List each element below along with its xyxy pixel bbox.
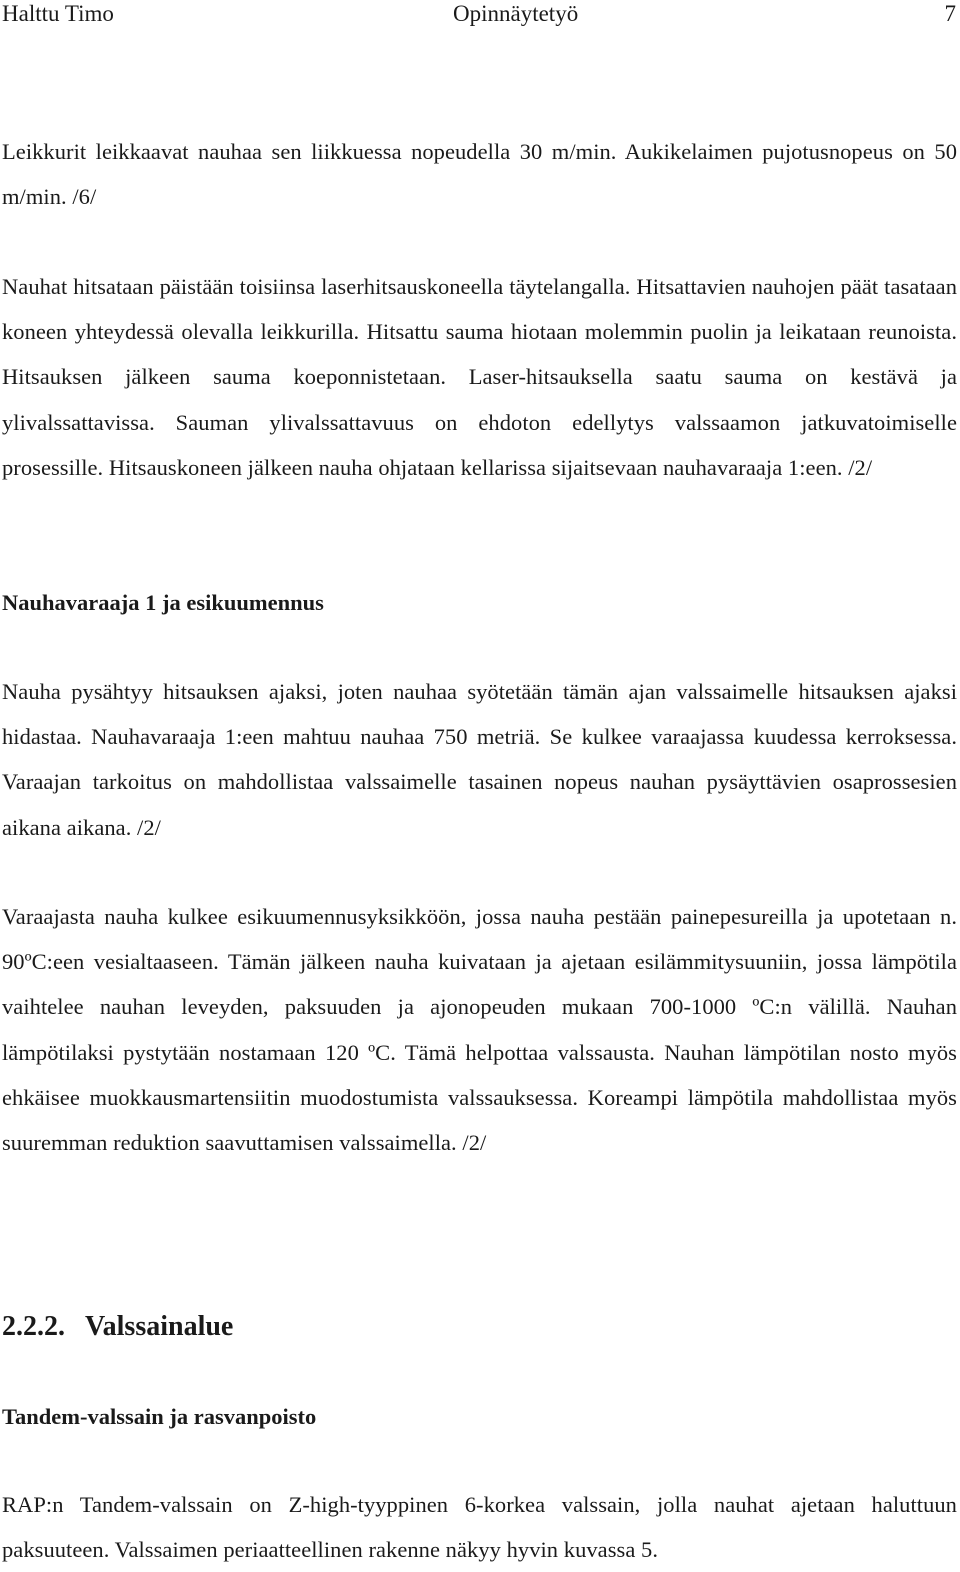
paragraph-cutters: Leikkurit leikkaavat nauhaa sen liikkuessa nopeudella 30 m/min. Aukikelaimen pujotusnopeus on 50 m/min. /6/ — [2, 139, 957, 210]
page-header — [0, 0, 960, 30]
paragraph-tandem-mill: RAP:n Tandem-valssain on Z-high-tyyppinen 6-korkea valssain, jolla nauhat ajetaan haluttuun paksuuteen. Valssaimen periaatteellinen rakenne näkyy hyvin kuvassa 5. — [2, 1492, 957, 1563]
subheading-tandem-mill: Tandem-valssain ja rasvanpoisto — [2, 1404, 317, 1429]
section-number: 2.2.2. — [2, 1311, 65, 1342]
subheading-strip-accumulator: Nauhavaraaja 1 ja esikuumennus — [2, 590, 324, 615]
section-heading-rolling-area — [2, 1310, 233, 1344]
section-title: Valssainalue — [85, 1311, 234, 1342]
header-author: Halttu Timo — [2, 1, 114, 26]
paragraph-welding: Nauhat hitsataan päistään toisiinsa laserhitsauskoneella täytelangalla. Hitsattavien nauhojen päät tasataan koneen yhteydessä olevalla leikkurilla. Hitsattu sauma hiotaan molemmin puolin ja leikataan reunoista. Hitsauksen jälkeen sauma koeponnistetaan. Laser-hitsauksella saatu sauma on kestävä ja ylivalssattavissa. Sauman ylivalssattavuus on ehdoton edellytys valssaamon jatkuvatoimiselle prosessille. Hitsauskoneen jälkeen nauha ohjataan kellarissa sijaitsevaan nauhavaraaja 1:een. /2/ — [2, 274, 957, 480]
header-title: Opinnäytetyö — [453, 1, 579, 26]
paragraph-accumulator: Nauha pysähtyy hitsauksen ajaksi, joten nauhaa syötetään tämän ajan valssaimelle hitsauksen ajaksi hidastaa. Nauhavaraaja 1:een mahtuu nauhaa 750 metriä. Se kulkee varaajassa kuudessa kerroksessa. Varaajan tarkoitus on mahdollistaa valssaimelle tasainen nopeus nauhan pysäyttävien osaprossesien aikana aikana. /2/ — [2, 679, 957, 840]
page-number: 7 — [944, 1, 956, 26]
paragraph-preheating: Varaajasta nauha kulkee esikuumennusyksikköön, jossa nauha pestään painepesureilla ja upotetaan n. 90ºC:een vesialtaaseen. Tämän jälkeen nauha kuivataan ja ajetaan esilämmitysuuniin, jossa lämpötila vaihtelee nauhan leveyden, paksuuden ja ajonopeuden mukaan 700-1000 ºC:n välillä. Nauhan lämpötilaksi pystytään nostamaan 120 ºC. Tämä helpottaa valssausta. Nauhan lämpötilan nosto myös ehkäisee muokkausmartensiitin muodostumista valssauksessa. Koreampi lämpötila mahdollistaa myös suuremman reduktion saavuttamisen valssaimella. /2/ — [2, 904, 957, 1156]
